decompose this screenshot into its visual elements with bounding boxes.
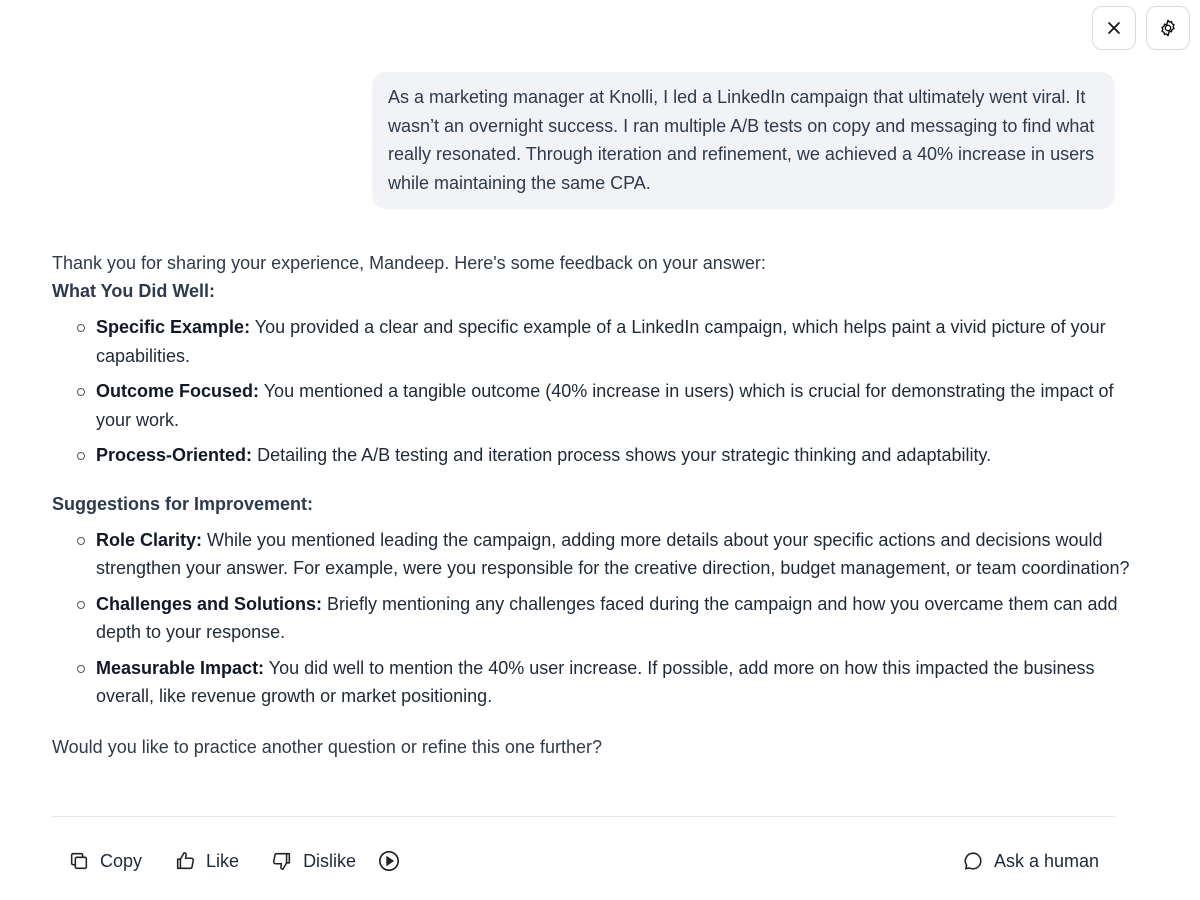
assistant-intro: Thank you for sharing your experience, Mandeep. Here's some feedback on your answer: (52, 253, 766, 273)
ask-human-label: Ask a human (993, 850, 1099, 871)
copy-label: Copy (100, 850, 143, 871)
list-item: Outcome Focused: You mentioned a tangible outcome (40% increase in users) which is crucial for demonstrating the impact of your work. (52, 377, 1132, 434)
settings-button[interactable] (1146, 6, 1190, 50)
user-message-bubble: As a marketing manager at Knolli, I led a LinkedIn campaign that ultimately went viral. It wasn’t an overnight success. I ran multiple A/B tests on copy and messaging to find what really resonated. Through iteration and refinement, we achieved a 40% increase in users while maintaining the same CPA. (372, 72, 1115, 209)
play-button[interactable] (372, 844, 406, 878)
section-heading-improvements: Suggestions for Improvement: (52, 493, 314, 514)
assistant-closing: Would you like to practice another question or refine this one further? (52, 736, 602, 757)
section-heading-strengths: What You Did Well: (52, 281, 215, 301)
close-icon (1104, 18, 1124, 38)
list-item: Challenges and Solutions: Briefly mentioning any challenges faced during the campaign and how you overcame them can add depth to your response. (52, 590, 1132, 647)
ask-human-button[interactable] (946, 844, 1115, 878)
top-controls (1092, 6, 1190, 50)
gear-icon (1158, 18, 1178, 38)
thumbs-down-icon (271, 850, 293, 872)
list-item: Specific Example: You provided a clear and specific example of a LinkedIn campaign, which helps paint a vivid picture of your capabilities. (52, 313, 1132, 370)
improvements-list (52, 526, 1132, 711)
divider (52, 816, 1115, 817)
list-item: Role Clarity: While you mentioned leading the campaign, adding more details about your specific actions and decisions would strengthen your answer. For example, were you responsible for the creative direction, budget management, or team coordination? (52, 526, 1132, 583)
dislike-button[interactable] (255, 844, 372, 878)
close-button[interactable] (1092, 6, 1136, 50)
assistant-message (52, 249, 1132, 761)
thumbs-up-icon (174, 850, 196, 872)
play-icon (378, 850, 400, 872)
dislike-label: Dislike (303, 850, 357, 871)
like-button[interactable] (158, 844, 255, 878)
list-item: Process-Oriented: Detailing the A/B testing and iteration process shows your strategic thinking and adaptability. (52, 441, 1132, 470)
list-item: Measurable Impact: You did well to mention the 40% user increase. If possible, add more on how this impacted the business overall, like revenue growth or market positioning. (52, 654, 1132, 711)
copy-icon (68, 850, 90, 872)
strengths-list (52, 313, 1132, 470)
copy-button[interactable] (52, 844, 158, 878)
like-label: Like (206, 850, 240, 871)
message-actions (52, 840, 1115, 882)
chat-bubble-icon (962, 850, 984, 872)
